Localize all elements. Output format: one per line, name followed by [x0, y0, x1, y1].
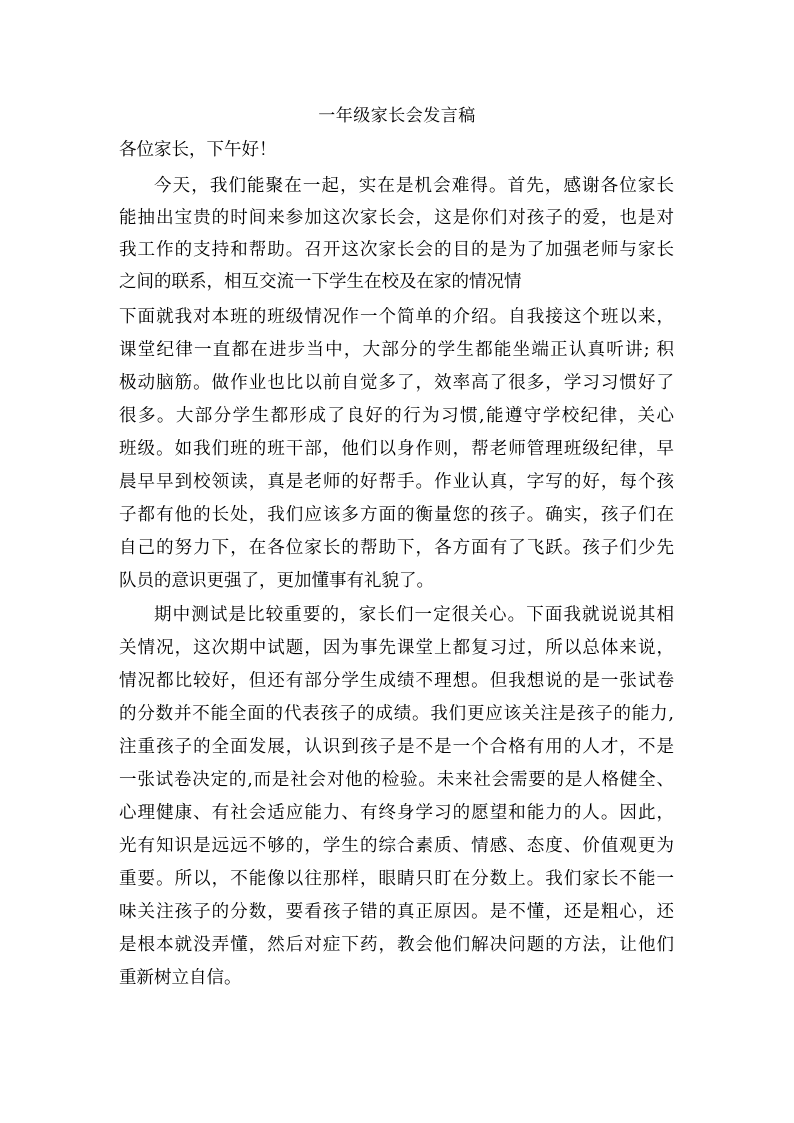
paragraph-line: 重新树立自信。 — [119, 968, 242, 988]
paragraph-line: 注重孩子的全面发展，认识到孩子是不是一个合格有用的人才，不是 — [119, 737, 674, 757]
paragraph-line: 队员的意识更强了，更加懂事有礼貌了。 — [119, 571, 434, 591]
document-title: 一年级家长会发言稿 — [318, 106, 476, 126]
paragraph-line: 我工作的支持和帮助。召开这次家长会的目的是为了加强老师与家长 — [119, 240, 674, 260]
paragraph-line: 是根本就没弄懂，然后对症下药，教会他们解决问题的方法，让他们 — [119, 935, 674, 955]
paragraph-line: 极动脑筋。做作业也比以前自觉多了，效率高了很多，学习习惯好了 — [119, 373, 674, 393]
paragraph-line: 能抽出宝贵的时间来参加这次家长会，这是你们对孩子的爱，也是对 — [119, 208, 674, 228]
paragraph-line: 一张试卷决定的,而是社会对他的检验。未来社会需要的是人格健全、 — [119, 770, 674, 790]
paragraph-line: 很多。大部分学生都形成了良好的行为习惯,能遵守学校纪律，关心 — [119, 406, 674, 426]
paragraph-line: 情况都比较好，但还有部分学生成绩不理想。但我想说的是一张试卷 — [119, 671, 674, 691]
paragraph-line: 关情况，这次期中试题，因为事先课堂上都复习过，所以总体来说， — [119, 638, 674, 658]
paragraph-line: 光有知识是远远不够的，学生的综合素质、情感、态度、价值观更为 — [119, 836, 674, 856]
paragraph-line: 子都有他的长处，我们应该多方面的衡量您的孩子。确实，孩子们在 — [119, 505, 674, 525]
paragraph-line: 晨早早到校领读，真是老师的好帮手。作业认真，字写的好，每个孩 — [119, 472, 674, 492]
paragraph-line: 今天，我们能聚在一起，实在是机会难得。首先，感谢各位家长 — [154, 176, 674, 196]
paragraph-line: 自己的努力下，在各位家长的帮助下，各方面有了飞跃。孩子们少先 — [119, 538, 674, 558]
paragraph-line: 心理健康、有社会适应能力、有终身学习的愿望和能力的人。因此， — [119, 803, 674, 823]
salutation-line: 各位家长，下午好！ — [119, 140, 277, 160]
paragraph-line: 重要。所以，不能像以往那样，眼睛只盯在分数上。我们家长不能一 — [119, 869, 674, 889]
paragraph-line: 班级。如我们班的班干部，他们以身作则，帮老师管理班级纪律，早 — [119, 439, 674, 459]
paragraph-line: 之间的联系，相互交流一下学生在校及在家的情况情 — [119, 272, 522, 292]
paragraph-line: 的分数并不能全面的代表孩子的成绩。我们更应该关注是孩子的能力, — [119, 704, 674, 724]
paragraph-line: 课堂纪律一直都在进步当中，大部分的学生都能坐端正认真听讲; 积 — [119, 340, 674, 360]
paragraph-line: 下面就我对本班的班级情况作一个简单的介绍。自我接这个班以来， — [119, 307, 674, 327]
paragraph-line: 期中测试是比较重要的，家长们一定很关心。下面我就说说其相 — [154, 605, 674, 625]
paragraph-line: 味关注孩子的分数，要看孩子错的真正原因。是不懂，还是粗心，还 — [119, 902, 674, 922]
